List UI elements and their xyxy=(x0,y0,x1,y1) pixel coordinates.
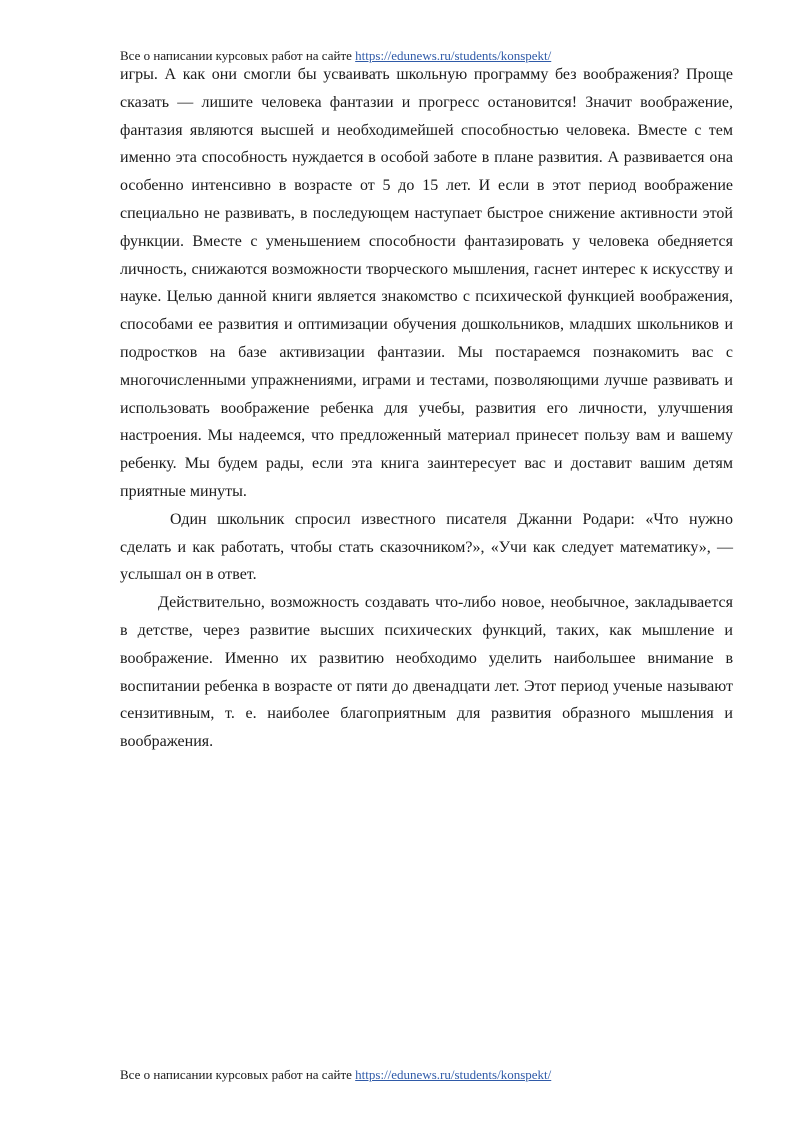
header-link[interactable]: https://edunews.ru/students/konspekt/ xyxy=(355,48,552,63)
header-text: Все о написании курсовых работ на сайте xyxy=(120,48,356,63)
footer-link[interactable]: https://edunews.ru/students/konspekt/ xyxy=(355,1067,552,1082)
document-body xyxy=(120,61,733,756)
paragraph-3: Действительно, возможность создавать что-либо новое, необычное, закладывается в детстве, через развитие высших психических функций, таких, как мышление и воображение. Именно их развитию необходимо уделить наибольшее внимание в воспитании ребенка в возрасте от пяти до двенадцати лет. Этот период ученые называют сензитивным, т. е. наиболее благоприятным для развития образного мышления и воображения. xyxy=(120,594,733,751)
paragraph-2: Один школьник спросил известного писателя Джанни Родари: «Что нужно сделать и как работать, чтобы стать сказочником?», «Учи как следует математику», — услышал он в ответ. xyxy=(120,510,733,584)
footer-text: Все о написании курсовых работ на сайте xyxy=(120,1067,356,1082)
paragraph-1: игры. А как они смогли бы усваивать школьную программу без воображения? Проще сказать — лишите человека фантазии и прогресс остановится! Значит воображение, фантазия являются высшей и необходимейшей способностью человека. Вместе с тем именно эта способность нуждается в особой заботе в плане развития. А развивается она особенно интенсивно в возрасте от 5 до 15 лет. И если в этот период воображение специально не развивать, в последующем наступает быстрое снижение активности этой функции. Вместе с уменьшением способности фантазировать у человека обедняется личность, снижаются возможности творческого мышления, гаснет интерес к искусству и науке. Целью данной книги является знакомство с психической функцией воображения, способами ее развития и оптимизации обучения дошкольников, младших школьников и подростков на базе активизации фантазии. Мы постараемся познакомить вас с многочисленными упражнениями, играми и тестами, позволяющими лучше развивать и использовать воображение ребенка для учебы, развития его личности, улучшения настроения. Мы надеемся, что предложенный материал принесет пользу вам и вашему ребенку. Мы будем рады, если эта книга заинтересует вас и доставит вашим детям приятные минуты. xyxy=(120,66,733,500)
page-footer xyxy=(120,1067,551,1083)
